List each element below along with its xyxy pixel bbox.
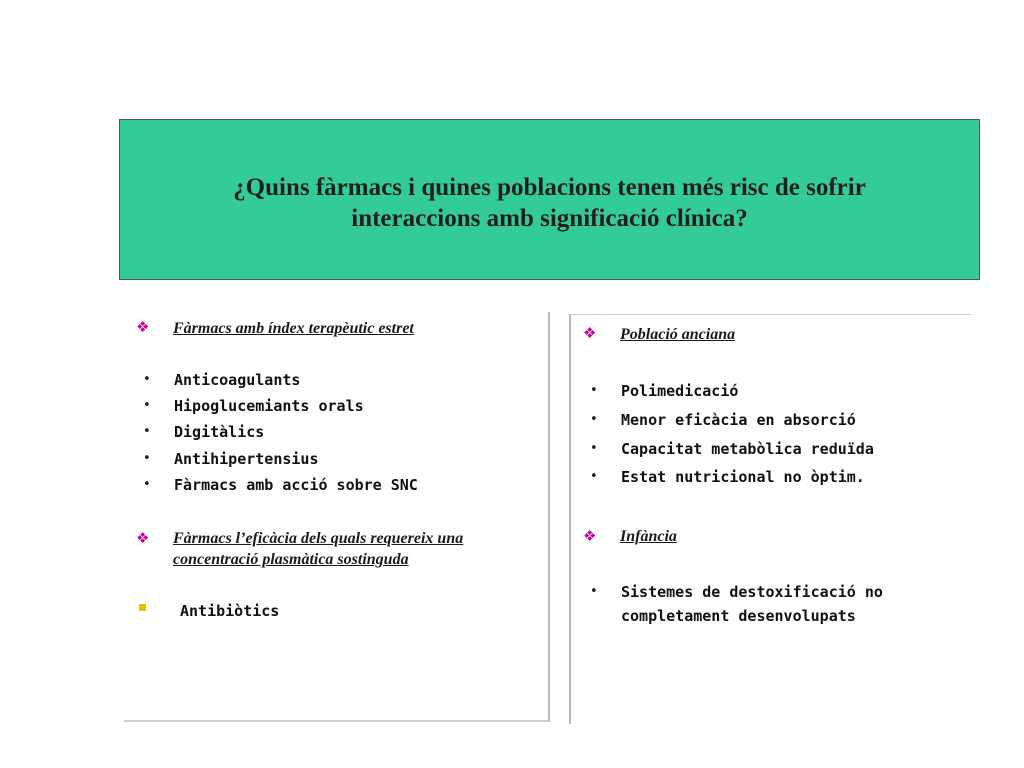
left-section2-header-line2: concentració plasmàtica sostinguda [173,551,409,568]
right-list-item-line2: completament desenvolupats [621,607,856,625]
diamond-bullet-icon: ❖ [136,529,150,547]
diamond-bullet-icon: ❖ [583,324,597,342]
round-bullet-icon: • [590,584,598,599]
left-list-item: Fàrmacs amb acció sobre SNC [174,476,418,494]
slide-title: ¿Quins fàrmacs i quines poblacions tenen més risc de sofrir interaccions amb significació clínica? [233,173,866,232]
right-list-item: Menor eficàcia en absorció [621,411,856,429]
left-list-item: Anticoagulants [174,371,301,389]
round-bullet-icon: • [143,477,151,492]
diamond-bullet-icon: ❖ [583,527,597,545]
title-box [119,119,980,280]
round-bullet-icon: • [143,451,151,466]
left-list-item: Hipoglucemiants orals [174,397,364,415]
round-bullet-icon: • [143,398,151,413]
round-bullet-icon: • [590,469,598,484]
left-list-item: Digitàlics [174,423,265,441]
left-section1-header: Fàrmacs amb índex terapèutic estret [173,320,414,337]
right-list-item: Capacitat metabòlica reduïda [621,440,874,458]
left-list-item: Antihipertensius [174,450,319,468]
diamond-bullet-icon: ❖ [136,318,150,336]
right-panel [569,314,972,724]
round-bullet-icon: • [590,383,598,398]
right-section2-header: Infància [620,528,677,545]
round-bullet-icon: • [590,441,598,456]
round-bullet-icon: • [143,424,151,439]
left-section2-header-line1: Fàrmacs l’eficàcia dels quals requereix una [173,530,464,547]
right-list-item: Estat nutricional no òptim. [621,468,865,486]
round-bullet-icon: • [143,372,151,387]
right-list-item: Polimedicació [621,382,739,400]
square-bullet-icon [139,604,146,611]
right-list-item-line1: Sistemes de destoxificació no [621,583,883,601]
round-bullet-icon: • [590,412,598,427]
right-section1-header: Població anciana [620,326,736,343]
left-list-item-antibiotics: Antibiòtics [180,602,280,620]
